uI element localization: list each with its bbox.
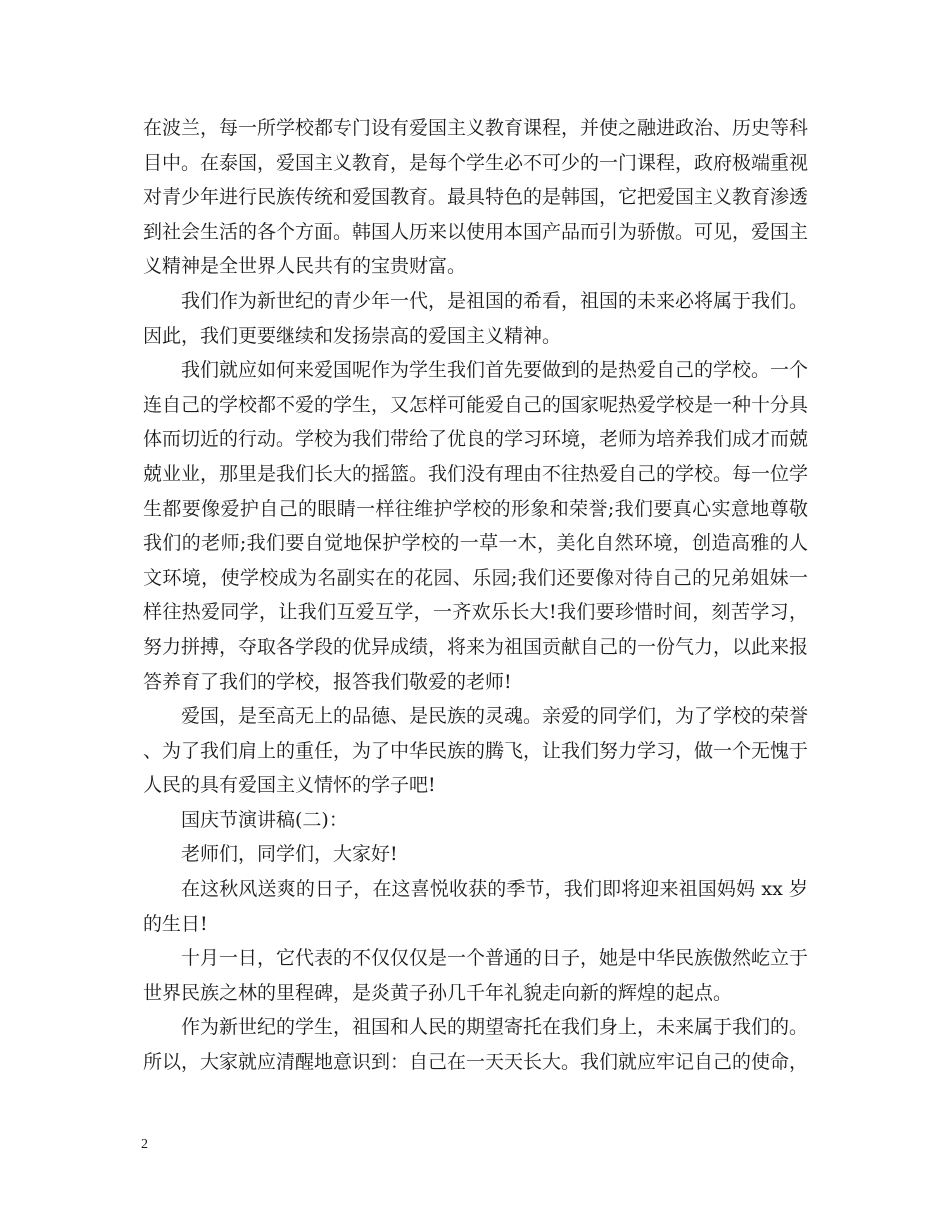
- paragraph-7: 在这秋风送爽的日子，在这喜悦收获的季节，我们即将迎来祖国妈妈 xx 岁的生日!: [143, 878, 808, 935]
- paragraph-4: 爱国，是至高无上的品德、是民族的灵魂。亲爱的同学们，为了学校的荣誉、为了我们肩上的重任，为了中华民族的腾飞，让我们努力学习，做一个无愧于人民的具有爱国主义情怀的学子吧!: [143, 705, 809, 797]
- paragraph-8: 十月一日，它代表的不仅仅仅是一个普通的日子，她是中华民族傲然屹立于世界民族之林的里程碑，是炎黄子孙几千年礼貌走向新的辉煌的起点。: [143, 947, 809, 1004]
- page-number: 2: [141, 1137, 148, 1152]
- paragraph-3: 我们就应如何来爱国呢作为学生我们首先要做到的是热爱自己的学校。一个连自己的学校都不爱的学生，又怎样可能爱自己的国家呢热爱学校是一种十分具体而切近的行动。学校为我们带给了优良的学习环境，老师为培养我们成才而兢兢业业，那里是我们长大的摇篮。我们没有理由不往热爱自己的学校。每一位学生都要像爱护自己的眼睛一样往维护学校的形象和荣誉;我们要真心实意地尊敬我们的老师;我们要自觉地保护学校的一草一木，美化自然环境，创造高雅的人文环境，使学校成为名副实在的花园、乐园;我们还要像对待自己的兄弟姐妹一样往热爱同学，让我们互爱互学，一齐欢乐长大!我们要珍惜时间，刻苦学习，努力拼搏，夺取各学段的优异成绩，将来为祖国贡献自己的一份气力，以此来报答养育了我们的学校，报答我们敬爱的老师!: [143, 359, 809, 693]
- document-body: [143, 111, 808, 1080]
- section-heading: 国庆节演讲稿(二)：: [181, 808, 348, 831]
- paragraph-9: 作为新世纪的学生，祖国和人民的期望寄托在我们身上，未来属于我们的。所以，大家就应清醒地意识到：自己在一天天长大。我们就应牢记自己的使命，: [143, 1016, 809, 1074]
- greeting: 老师们，同学们，大家好!: [181, 843, 398, 866]
- paragraph-2: 我们作为新世纪的青少年一代，是祖国的希看，祖国的未来必将属于我们。因此，我们更要继续和发扬崇高的爱国主义精神。: [143, 289, 809, 347]
- paragraph-1: 在波兰，每一所学校都专门设有爱国主义教育课程，并使之融进政治、历史等科目中。在泰国，爱国主义教育，是每个学生必不可少的一门课程，政府极端重视对青少年进行民族传统和爱国教育。最具特色的是韩国，它把爱国主义教育渗透到社会生活的各个方面。韩国人历来以使用本国产品而引为骄傲。可见，爱国主义精神是全世界人民共有的宝贵财富。: [143, 117, 809, 278]
